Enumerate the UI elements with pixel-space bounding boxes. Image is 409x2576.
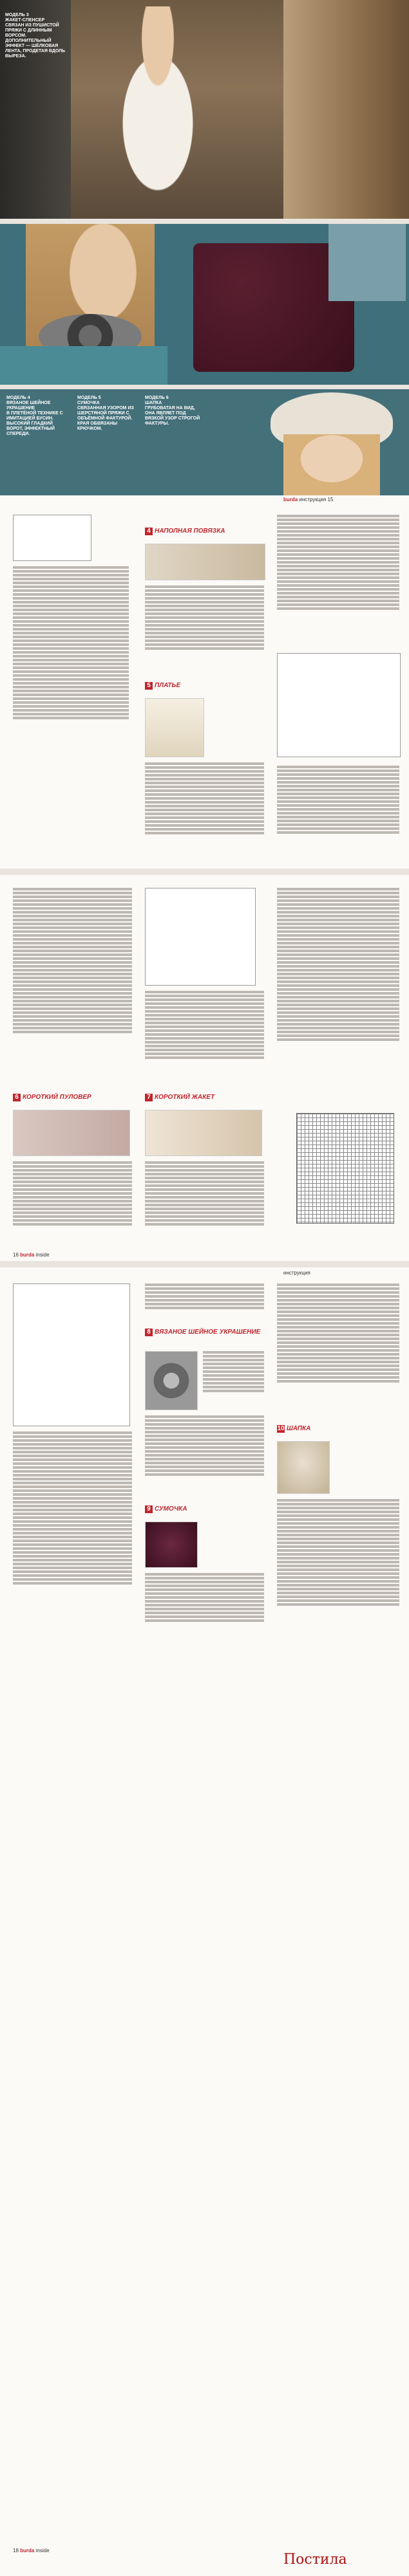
section-9-number: 9	[145, 1505, 153, 1513]
headband-photo	[145, 544, 265, 580]
text-column-2	[145, 585, 264, 669]
section-5-number: 5	[145, 682, 153, 690]
page-label-16: inside	[35, 1252, 50, 1258]
text-column-6	[13, 888, 132, 1087]
page-section-label: инструкция	[299, 497, 327, 502]
brand-18: burda	[20, 2548, 35, 2553]
section-4-title	[145, 528, 225, 535]
photo-necklace	[0, 224, 409, 385]
running-head-18b	[13, 2548, 50, 2553]
section-7-title	[145, 1094, 214, 1101]
text-column-15	[145, 1573, 264, 1644]
brand: burda	[283, 497, 298, 502]
instructions-page-18	[0, 1267, 409, 2576]
section-6-title	[13, 1094, 91, 1101]
photo-beret	[0, 389, 409, 495]
woman-figure	[97, 6, 219, 219]
text-column-12	[145, 1283, 264, 1322]
dress-photo	[145, 698, 204, 757]
section-8-number: 8	[145, 1329, 153, 1336]
pattern-schema-2	[277, 653, 401, 757]
section-9-title	[145, 1505, 187, 1513]
section-4-number: 4	[145, 528, 153, 535]
caption-model-6: МОДЕЛЬ 6 ШАПКА ГРУБОВАТАЯ НА ВИД, ОНА ЯВЛЯЕТ ПОД ВЯЗКОЙ УЗОР СТРОГОЙ ФАКТУРЫ.	[145, 396, 200, 426]
page-label-18: inside	[35, 2548, 50, 2553]
page-section-label-18: инструкция	[283, 1270, 310, 1276]
section-4-label: НАПОЛНАЯ ПОВЯЗКА	[155, 528, 225, 535]
text-column-7	[13, 1161, 132, 1251]
section-7-number: 7	[145, 1094, 153, 1101]
hand	[328, 224, 406, 301]
section-5-title	[145, 682, 180, 690]
text-column-10	[277, 888, 399, 1100]
section-10-number: 10	[277, 1425, 285, 1432]
curtain	[283, 0, 409, 219]
text-column-9	[145, 1161, 264, 1251]
blonde-face	[283, 434, 380, 495]
text-column-4	[277, 515, 399, 643]
running-head-18	[283, 1270, 310, 1276]
section-6-number: 6	[13, 1094, 21, 1101]
section-5-label: ПЛАТЬЕ	[155, 682, 181, 689]
text-column-13	[203, 1351, 264, 1409]
stitch-chart-1	[296, 1113, 394, 1224]
running-head-16	[13, 1252, 50, 1258]
text-column-17	[277, 1499, 399, 1644]
bag-photo	[145, 1522, 198, 1568]
photo-white-dress	[0, 0, 409, 219]
text-column-1	[13, 566, 129, 862]
section-8-label: ВЯЗАНОЕ ШЕЙНОЕ УКРАШЕНИЕ	[155, 1329, 261, 1336]
section-6-label: КОРОТКИЙ ПУЛОВЕР	[23, 1094, 91, 1101]
page-number-18: 18	[13, 2548, 19, 2553]
section-9-label: СУМОЧКА	[155, 1505, 187, 1513]
section-8-title	[145, 1329, 260, 1336]
hat-photo	[277, 1441, 330, 1494]
text-column-14	[145, 1415, 264, 1499]
pattern-schema-3	[145, 888, 256, 986]
section-10-title	[277, 1425, 310, 1433]
text-column-5	[277, 766, 399, 862]
postila-watermark: Постила	[283, 2552, 347, 2568]
pullover-photo	[13, 1110, 130, 1156]
neck-ornament-photo	[145, 1351, 198, 1410]
text-column-3	[145, 762, 264, 859]
section-7-label: КОРОТКИЙ ЖАКЕТ	[155, 1094, 215, 1101]
text-column-16	[277, 1283, 399, 1419]
text-column-8	[145, 991, 264, 1087]
brand-16: burda	[20, 1252, 35, 1258]
text-column-11	[13, 1431, 132, 1644]
caption-model-3: МОДЕЛЬ 3 ЖАКЕТ-СПЕНСЕР СВЯЗАН ИЗ ПУШИСТОЙ ПРЯЖИ С ДЛИННЫМ ВОРСОМ. ДОПОЛНИТЕЛЬНЫЙ ЭФФЕКТ — ШЁЛКОВАЯ ЛЕНТА, ПРОДЕТАЯ ВДОЛЬ ВЫРЕЗА.	[5, 13, 66, 59]
instructions-page-16	[0, 875, 409, 1261]
instructions-page-15	[0, 495, 409, 869]
caption-model-5: МОДЕЛЬ 5 СУМОЧКА СВЯЗАННАЯ УЗОРОМ ИЗ ШЕРСТЯНОЙ ПРЯЖИ С ОБЪЁМНОЙ ФАКТУРОЙ. КРАЯ ОБВЯЗАНЫ КРЮЧКОМ.	[77, 396, 134, 431]
running-head	[283, 497, 333, 502]
page-number-16: 16	[13, 1252, 19, 1258]
pattern-schema-4	[13, 1283, 130, 1426]
pattern-schema-1	[13, 515, 91, 561]
teal-sweater	[0, 346, 167, 385]
section-10-label: ШАПКА	[287, 1425, 311, 1432]
page-number: 15	[327, 497, 334, 502]
jacket-photo	[145, 1110, 262, 1156]
caption-model-4: МОДЕЛЬ 4 ВЯЗАНОЕ ШЕЙНОЕ УКРАШЕНИЕ В ПЛЕТЁНОЙ ТЕХНИКЕ С ИМИТАЦИЕЙ БУСИН. ВЫСОКИЙ ГЛАДКИЙ ВОРОТ, ЭФФЕКТНЫЙ СПЕРЕДИ.	[6, 396, 63, 436]
